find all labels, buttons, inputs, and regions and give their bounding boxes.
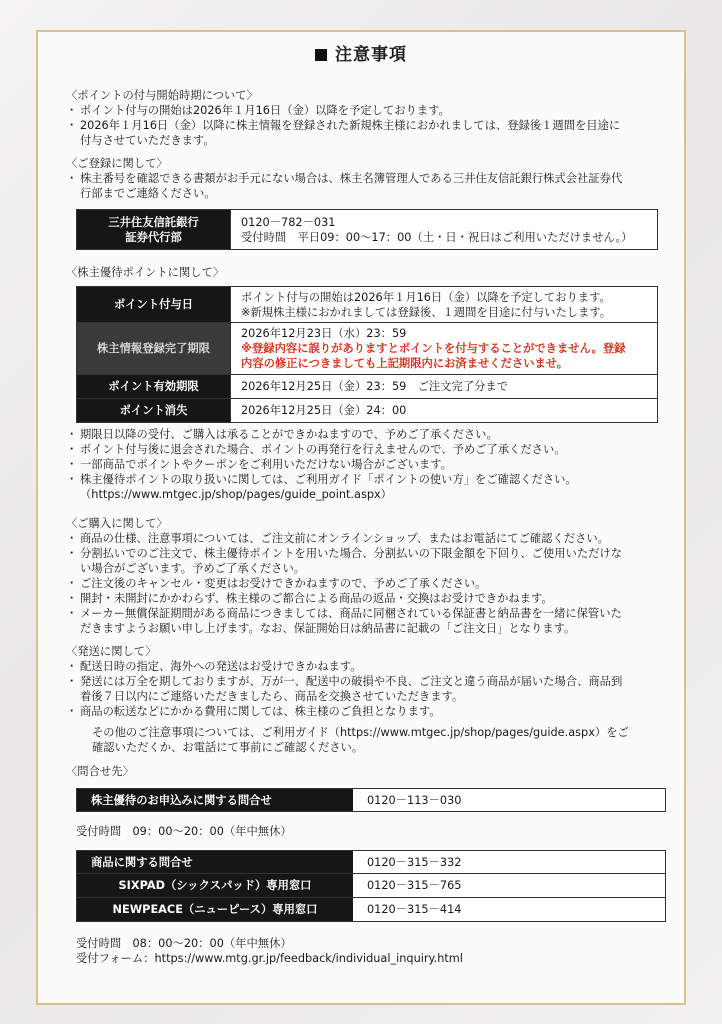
section-heading: 〈ご登録に関して〉 [66, 157, 168, 170]
list-item-continuation: 行部までご連絡ください。 [80, 187, 216, 200]
list-item: ・ 発送には万全を期しておりますが、万が一、配送中の破損や不良、ご注文と違う商品が届いた場合、商品到 [66, 674, 666, 689]
contact-box-shareholder [76, 788, 666, 812]
list-item: ・ 商品の仕様、注意事項については、ご注文前にオンラインショップ、またはお電話にてご確認ください。 [66, 531, 666, 546]
phone-number: 0120－782－031 [241, 215, 336, 229]
contact-label: SIXPAD（シックスパッド）専用窓口 [77, 874, 353, 897]
contact-phone[interactable]: 0120－113－030 [353, 789, 665, 811]
contact-row [76, 898, 666, 922]
contact-phone[interactable]: 0120－315－414 [353, 898, 665, 921]
list-item-continuation: 付与させていただきます。 [80, 134, 215, 147]
list-item: ・ ポイント付与の開始は2026年１月16日（金）以降を予定しております。 [66, 103, 666, 118]
section-point-timing [66, 88, 666, 148]
contact-label: 株主優待のお申込みに関する問合せ [77, 789, 353, 811]
list-item: ・ 株主番号を確認できる書類がお手元にない場合は、株主名簿管理人である三井住友信託銀行株式会社証券代 [66, 171, 666, 186]
hours-text: 受付時間 08：00～20：00（年中無休） [76, 937, 292, 950]
contact-label: NEWPEACE（ニューピース）専用窓口 [77, 898, 353, 921]
list-item: ・ 一部商品でポイントやクーポンをご利用いただけない場合がございます。 [66, 457, 666, 472]
page-title: 注意事項 [38, 48, 684, 63]
points-row-label: ポイント付与日 [77, 287, 231, 323]
list-item: ・ 配送日時の指定、海外への発送はお受けできかねます。 [66, 659, 666, 674]
guide-point-url[interactable]: （https://www.mtgec.jp/shop/pages/guide_point.aspx） [80, 488, 392, 501]
hours-text: 受付時間 09：00～20：00（年中無休） [76, 825, 292, 838]
contact-row [76, 850, 666, 874]
list-item: ・ 開封・未開封にかかわらず、株主様のご都合による商品の返品・交換はお受けできかねます。 [66, 591, 666, 606]
points-row-label: 株主情報登録完了期限 [77, 323, 231, 375]
section-heading: 〈問合せ先〉 [66, 765, 134, 778]
warning-text: 内容の修正につきましても上記期限内にお済ませくださいませ。 [241, 357, 569, 370]
contact-box-products [76, 850, 666, 922]
list-item: ・ メーカー無償保証期間がある商品につきましては、商品に同梱されている保証書と納品書を一緒に保管いた [66, 606, 666, 621]
points-row-value: 2026年12月25日（金）24：00 [231, 399, 658, 423]
list-item-continuation: い場合がございます。予めご了承ください。 [80, 562, 306, 575]
list-item: ・ ポイント付与後に退会された場合、ポイントの再発行を行えませんので、予めご了承ください。 [66, 442, 666, 457]
points-row-label: ポイント有効期限 [77, 375, 231, 399]
guide-paragraph: その他のご注意事項については、ご利用ガイド（https://www.mtgec.jp/shop/pages/guide.aspx）をご 確認いただくか、お電話にて事前にご確認ください。 [92, 726, 629, 754]
contact-row [76, 874, 666, 898]
section-heading: 〈ご購入に関して〉 [66, 517, 168, 530]
contact-phone[interactable]: 0120－315－765 [353, 874, 665, 897]
section-heading: 〈ポイントの付与開始時期について〉 [66, 89, 258, 102]
section-registration [66, 156, 666, 250]
black-square-icon [315, 49, 327, 61]
section-heading: 〈株主優待ポイントに関して〉 [66, 266, 225, 279]
section-purchase [66, 516, 666, 636]
business-hours: 受付時間 平日09：00～17：00（土・日・祝日はご利用いただけません。） [241, 230, 633, 244]
list-item: ・ ご注文後のキャンセル・変更はお受けできかねますので、予めご了承ください。 [66, 576, 666, 591]
points-row-value: 2026年12月25日（金）23：59 ご注文完了分まで [231, 375, 658, 399]
notice-frame [36, 30, 686, 1005]
section-contact [66, 764, 666, 779]
warning-text: ※登録内容に誤りがありますとポイントを付与することができません。登録 [241, 342, 626, 355]
list-item-continuation: 着後７日以内にご連絡いただきましたら、商品を交換させていただきます。 [80, 690, 464, 703]
points-row-label: ポイント消失 [77, 399, 231, 423]
feedback-form-url[interactable]: 受付フォーム：https://www.mtg.gr.jp/feedback/individual_inquiry.html [76, 952, 463, 965]
contact-label: 商品に関する問合せ [77, 851, 353, 873]
contact-phone[interactable]: 0120－315－332 [353, 851, 665, 873]
section-shareholder-points [66, 265, 666, 502]
points-row-value: ポイント付与の開始は2026年１月16日（金）以降を予定しております。 ※新規株主様におかれましては登録後、１週間を目途に付与いたします。 [231, 287, 658, 323]
list-item: ・ 期限日以降の受付、ご購入は承ることができかねますので、予めご了承ください。 [66, 427, 666, 442]
registration-contact-table [76, 209, 658, 250]
contact-footer [76, 936, 676, 966]
points-table [76, 286, 658, 423]
points-row-value: 2026年12月23日（水）23：59 ※登録内容に誤りがありますとポイントを付与することができません。登録 内容の修正につきましても上記期限内にお済ませくださいませ。 [231, 323, 658, 375]
list-item: ・ 商品の転送などにかかる費用に関しては、株主様のご負担となります。 [66, 704, 666, 719]
section-heading: 〈発送に関して〉 [66, 645, 157, 658]
list-item: ・ 分割払いでのご注文で、株主優待ポイントを用いた場合、分割払いの下限金額を下回り、ご使用いただけな [66, 546, 666, 561]
trust-bank-label: 三井住友信託銀行 証券代行部 [77, 210, 231, 250]
list-item: ・ 2026年１月16日（金）以降に株主情報を登録された新規株主様におかれましては、登録後１週間を目途に [66, 118, 666, 133]
list-item-continuation: だきますようお願い申し上げます。なお、保証開始日は納品書に記載の「ご注文日」となります。 [80, 622, 576, 635]
trust-bank-contact [231, 210, 658, 250]
section-shipping [66, 644, 666, 755]
list-item: ・ 株主優待ポイントの取り扱いに関しては、ご利用ガイド「ポイントの使い方」をご確認ください。 [66, 472, 666, 487]
contact-row [76, 788, 666, 812]
